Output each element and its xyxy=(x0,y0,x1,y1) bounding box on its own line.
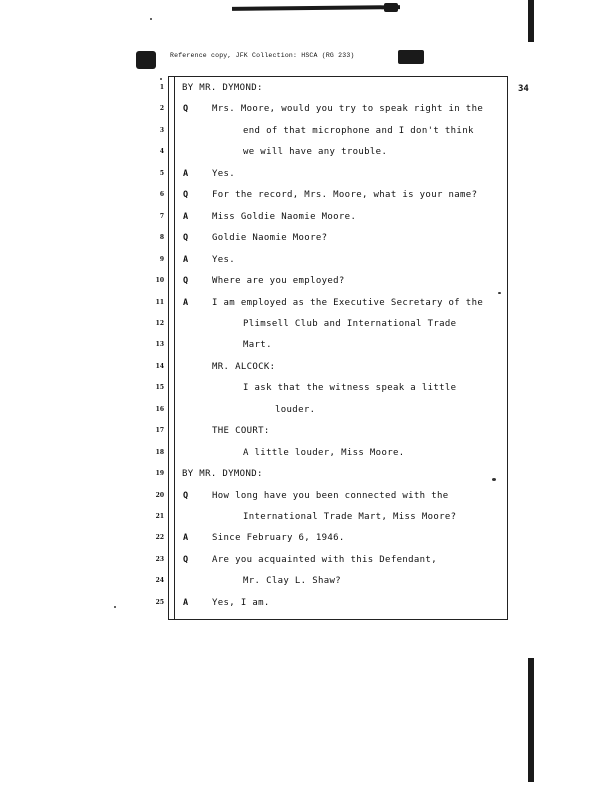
transcript-line xyxy=(0,465,612,483)
line-number: 13 xyxy=(155,341,164,349)
line-number: 5 xyxy=(159,169,164,177)
line-text: I am employed as the Executive Secretary of the xyxy=(212,297,484,308)
line-number: 1 xyxy=(159,84,164,91)
scan-bar-top-right xyxy=(528,0,534,42)
line-number: 2 xyxy=(159,105,164,113)
transcript-line xyxy=(0,229,612,247)
speaker-marker: A xyxy=(183,297,189,308)
line-text: Where are you employed? xyxy=(212,276,345,287)
line-text: we will have any trouble. xyxy=(243,147,388,158)
transcript-line xyxy=(0,294,612,312)
line-number: 25 xyxy=(155,598,164,606)
transcript-line xyxy=(0,487,612,505)
line-text: For the record, Mrs. Moore, what is your name? xyxy=(212,190,478,201)
line-number: 3 xyxy=(159,126,164,134)
speaker-marker: A xyxy=(183,254,189,265)
transcript-line xyxy=(0,594,612,612)
line-number: 16 xyxy=(155,405,164,413)
speaker-marker: Q xyxy=(183,490,189,501)
line-text: Yes. xyxy=(212,254,236,265)
line-number: 9 xyxy=(159,255,164,263)
line-text: louder. xyxy=(275,404,316,415)
scan-smudge-top xyxy=(232,5,400,11)
transcript-line xyxy=(0,315,612,333)
line-number: 19 xyxy=(155,470,164,478)
transcript-line xyxy=(0,551,612,569)
page-number: 34 xyxy=(518,84,529,94)
speck xyxy=(150,18,152,20)
line-number: 22 xyxy=(155,534,164,542)
line-text: I ask that the witness speak a little xyxy=(243,383,457,394)
transcript-line xyxy=(0,358,612,376)
transcript-line xyxy=(0,79,612,97)
line-number: 21 xyxy=(155,513,164,520)
speaker-marker: A xyxy=(183,533,189,544)
line-text: How long have you been connected with the xyxy=(212,490,449,501)
speaker-marker: Q xyxy=(183,276,189,287)
line-number: 17 xyxy=(155,427,164,435)
line-number: 18 xyxy=(155,448,164,456)
line-number: 8 xyxy=(159,234,164,242)
line-number: 24 xyxy=(155,577,164,585)
transcript-line xyxy=(0,251,612,269)
transcript-line xyxy=(0,401,612,419)
line-text: Plimsell Club and International Trade xyxy=(243,318,457,329)
transcript-line xyxy=(0,529,612,547)
line-number: 11 xyxy=(155,298,164,306)
speaker-marker: Q xyxy=(183,104,189,115)
line-number: 10 xyxy=(155,277,164,285)
scan-bar-bottom-right xyxy=(528,658,534,782)
line-number: 7 xyxy=(159,212,164,220)
transcript-line xyxy=(0,143,612,161)
reference-header: Reference copy, JFK Collection: HSCA (RG 233) xyxy=(170,52,355,59)
transcript-line xyxy=(0,272,612,290)
speaker-marker: A xyxy=(183,168,189,179)
transcript-line xyxy=(0,444,612,462)
line-text: Goldie Naomie Moore? xyxy=(212,233,328,244)
line-text: Miss Goldie Naomie Moore. xyxy=(212,211,357,222)
line-text: THE COURT: xyxy=(212,426,270,437)
speaker-marker: Q xyxy=(183,190,189,201)
line-text: A little louder, Miss Moore. xyxy=(243,447,405,458)
line-text: Mrs. Moore, would you try to speak right in the xyxy=(212,104,484,115)
line-number: 12 xyxy=(155,319,164,327)
punch-mark-right xyxy=(398,50,424,64)
transcript-line xyxy=(0,122,612,140)
transcript-line xyxy=(0,208,612,226)
line-text: Since February 6, 1946. xyxy=(212,533,345,544)
line-number: 4 xyxy=(159,148,164,156)
speaker-marker: A xyxy=(183,211,189,222)
transcript-line xyxy=(0,336,612,354)
transcript-line xyxy=(0,422,612,440)
line-number: 14 xyxy=(155,362,164,370)
line-text: Yes. xyxy=(212,168,236,179)
line-text: Mart. xyxy=(243,340,272,351)
transcript-line xyxy=(0,165,612,183)
line-text: BY MR. DYMOND: xyxy=(182,469,263,480)
line-text: MR. ALCOCK: xyxy=(212,361,276,372)
line-number: 23 xyxy=(155,555,164,563)
line-text: Yes, I am. xyxy=(212,597,270,608)
line-text: BY MR. DYMOND: xyxy=(182,83,263,93)
line-text: end of that microphone and I don't think xyxy=(243,125,474,136)
line-number: 6 xyxy=(159,191,164,199)
speaker-marker: Q xyxy=(183,233,189,244)
line-text: International Trade Mart, Miss Moore? xyxy=(243,512,457,522)
punch-mark-left xyxy=(136,51,156,69)
transcript-line xyxy=(0,572,612,590)
line-text: Are you acquainted with this Defendant, xyxy=(212,554,437,565)
transcript-line xyxy=(0,379,612,397)
transcript-line xyxy=(0,100,612,118)
line-text: Mr. Clay L. Shaw? xyxy=(243,576,342,587)
line-number: 20 xyxy=(155,491,164,499)
line-number: 15 xyxy=(155,384,164,392)
speaker-marker: Q xyxy=(183,554,189,565)
transcript-line xyxy=(0,508,612,526)
speaker-marker: A xyxy=(183,597,189,608)
scan-smudge-top-end xyxy=(384,3,398,12)
transcript-line xyxy=(0,186,612,204)
